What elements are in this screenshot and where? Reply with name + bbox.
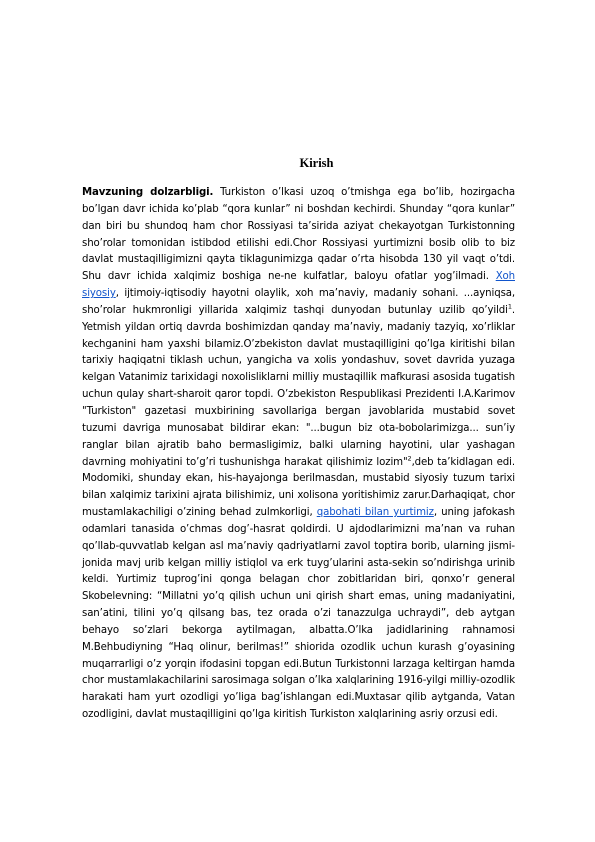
text-segment: , ijtimoiy-iqtisodiy hayotni olaylik, xoh ma’naviy, madaniy sohani. ...ayniqsa, sho’rolar hukmronligi yillarida xalqimiz tashqi dunyodan butunlay uzilib qo’yildi bbox=[82, 288, 515, 316]
text-segment: . Yetmish yildan ortiq davrda boshimizdan qanday ma’naviy, madaniy tazyiq, xo’rliklar kechganini ham yaxshi bilamiz.O’zbekiston davlat mustaqilligini qo’lga kiritishi bilan tarixiy haqiqatni tiklash uchun, yangicha va xolis yondashuv, sovet davrida yuzaga kelgan Vatanimiz tarixidagi noxolisliklarni milliy mustaqillik mafkurasi asosida tugatish uchun qulay shart-sharoit qaror topdi. O’zbekiston Respublikasi Prezidenti I.A.Karimov "Turkiston" gazetasi muxbirining savollariga bergan javoblarida mustabid sovet tuzumi davriga munosabat bildirar ekan: "...bugun biz ota-bobolarimizga... sun’iy ranglar bilan ajratib baho bermasligimiz, balki ularning hayotini, ular yashagan davrning mohiyatini to’g’ri tushunishga harakat qilishimiz lozim" bbox=[82, 304, 515, 468]
text-segment: Turkiston o’lkasi uzoq o’tmishga ega bo’lib, hozirgacha bo’lgan davr ichida ko’plab “qora kunlar” ni boshdan kechirdi. Shunday “qora kunlar” dan biri bu shundoq ham chor Rossiyasi ta’sirida aziyat chekayotgan Turkistonning sho’rolar tomonidan istibdod etilishi edi.Chor Rossiyasi yurtimizni bosib olib to biz davlat mustaqilligimizni qayta tiklagunimizga qadar o’rta hisobda 130 yil vaqt o’tdi. Shu davr ichida xalqimiz boshiga ne-ne kulfatlar, baloyu ofatlar yog’ilmadi. bbox=[82, 187, 515, 283]
body-paragraph bbox=[82, 185, 515, 724]
link-qabohati-bilan-yurtimiz[interactable]: qabohati bilan yurtimiz bbox=[316, 507, 434, 519]
document-page bbox=[82, 156, 515, 724]
lead-phrase: Mavzuning dolzarbligi. bbox=[82, 187, 214, 198]
footnote-ref-1[interactable]: 1 bbox=[507, 302, 512, 311]
section-title: Kirish bbox=[299, 156, 334, 170]
footnote-ref-2[interactable]: 2 bbox=[407, 454, 412, 463]
link-xoh-siyosiy[interactable]: Xoh siyosiy bbox=[82, 271, 515, 300]
text-segment: , uning jafokash odamlari tanasida o’chmas dog’-hasrat qoldirdi. U ajdodlarimizni ma’nan va ruhan qo’llab-quvvatlab kelgan asl ma’naviy qadriyatlarni zavol toptira borib, ularning jismi-jonida mavj urib kelgan milliy istiqlol va erk tuyg’ularini asta-sekin so’ndirishga urinib keldi. Yurtimiz tuprog’ini qonga belagan chor zobitlaridan biri, qonxo’r general Skobelevning: “Millatni yo’q qilish uchun uni qirish shart emas, uning madaniyatini, san’atini, tilini yo’q qilsang bas, tez orada o’zi tanazzulga uchraydi”, deb aytgan behayo so’zlari bekorga aytilmagan, albatta.O’lka jadidlarining rahnamosi M.Behbudiyning “Haq olinur, berilmas!” shiorida ozodlik uchun kurash g’oyasining muqarrarligi o’z yorqin ifodasini topgan edi.Butun Turkistonni larzaga keltirgan hamda chor mustamlakachilarini sarosimaga solgan o’lka xalqlarining 1916-yilgi milliy-ozodlik harakati ham yurt ozodligi yo’liga bag’ishlangan edi.Muxtasar qilib aytganda, Vatan ozodligini, davlat mustaqilligini qo’lga kiritish Turkiston xalqlarining asriy orzusi edi. bbox=[82, 507, 515, 721]
text-segment: ,deb ta’kidlagan edi. Modomiki, shunday ekan, his-hayajonga berilmasdan, mustabid siyosiy tuzum tarixi bilan xalqimiz tarixini ajrata bilishimiz, uni xolisona yoritishimiz zarur.Darhaqiqat, chor mustamlakachiligi o’zining behad zulmkorligi, bbox=[82, 456, 515, 519]
